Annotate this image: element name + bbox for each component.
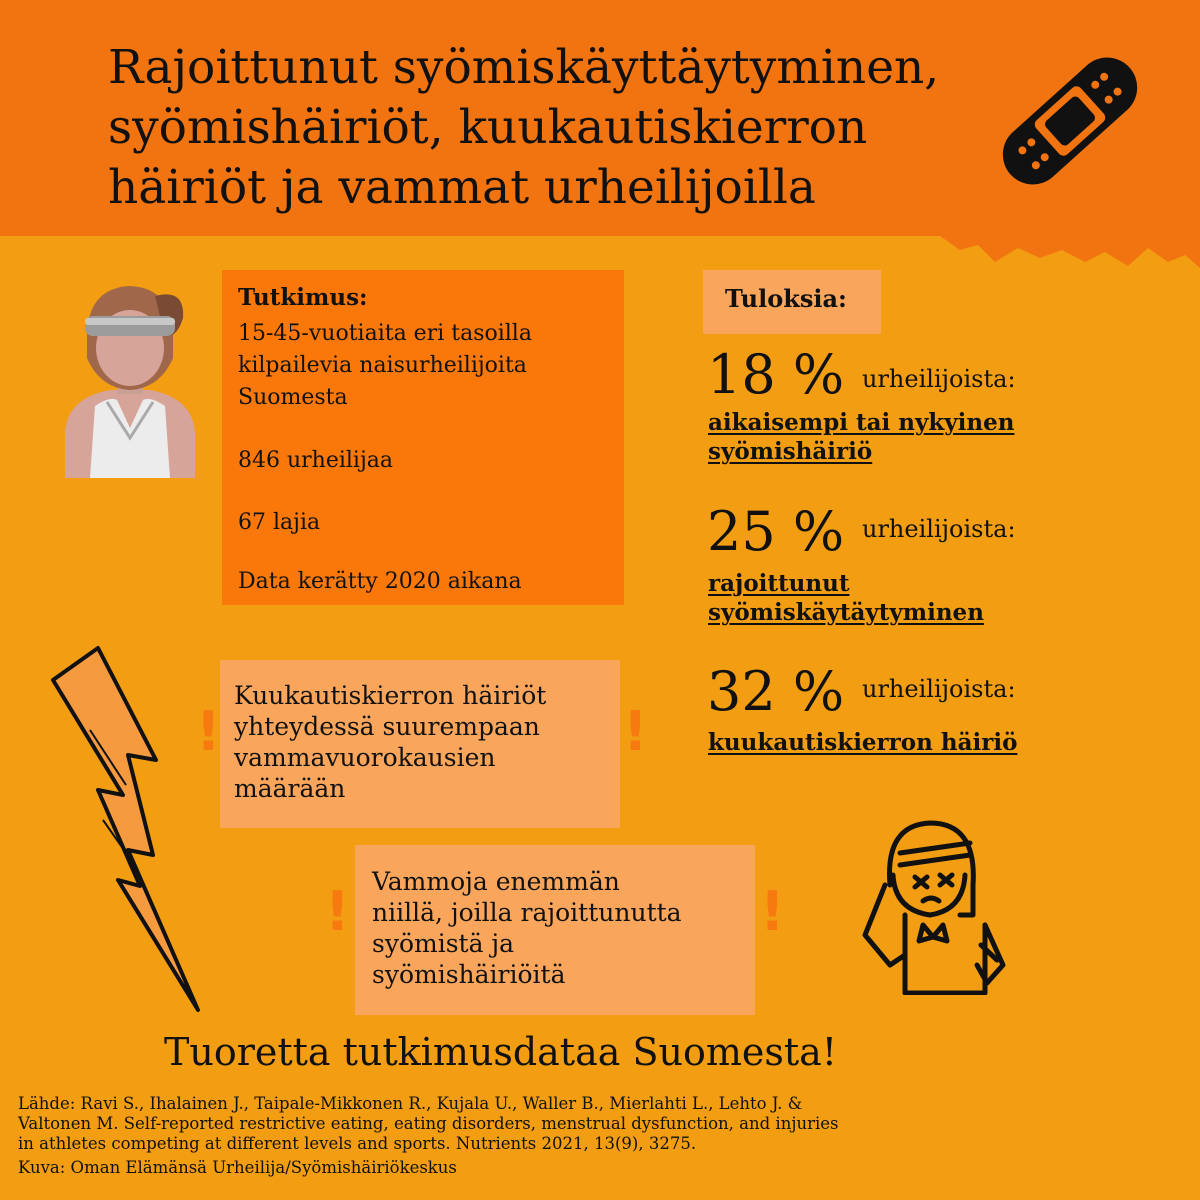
study-heading: Tutkimus:: [238, 284, 368, 311]
result-suffix: urheilijoista:: [862, 365, 1016, 393]
result-percent: 32 %: [707, 660, 845, 723]
results-heading: Tuloksia:: [725, 284, 847, 313]
result-suffix: urheilijoista:: [862, 675, 1016, 703]
exclamation-mark: !: [760, 880, 785, 943]
page-title: Rajoittunut syömiskäyttäytyminen, syömishäiriöt, kuukautiskierron häiriöt ja vammat urheilijoilla: [108, 40, 940, 215]
result-percent: 25 %: [707, 500, 845, 563]
results-heading-box: [703, 270, 881, 334]
study-description: 15-45-vuotiaita eri tasoilla kilpailevia naisurheilijoita Suomesta: [238, 321, 532, 410]
result-percent: 18 %: [707, 343, 845, 406]
image-credit: Kuva: Oman Elämänsä Urheilija/Syömishäiriökeskus: [18, 1158, 457, 1177]
injured-person-icon: [855, 815, 1010, 995]
study-athletes: 846 urheilijaa: [238, 448, 394, 473]
result-finding: aikaisempi tai nykyinen syömishäiriö: [708, 409, 1015, 465]
tagline: Tuoretta tutkimusdataa Suomesta!: [164, 1030, 838, 1074]
arrow-up-icon: [28, 640, 218, 1020]
exclamation-mark: !: [196, 700, 221, 763]
note-text: Vammoja enemmän niillä, joilla rajoittunutta syömistä ja syömishäiriöitä: [372, 867, 682, 989]
athlete-woman-icon: [55, 278, 205, 478]
study-sports: 67 lajia: [238, 510, 321, 535]
result-suffix: urheilijoista:: [862, 515, 1016, 543]
source-citation: Lähde: Ravi S., Ihalainen J., Taipale-Mikkonen R., Kujala U., Waller B., Mierlahti L., Lehto J. & Valtonen M. Self-reported restrictive eating, eating disorders, menstrual dysfunction, and injuries in athletes competing at different levels and sports. Nutrients 2021, 13(9), 3275.: [18, 1094, 839, 1153]
bandage-icon: [985, 36, 1155, 206]
result-finding: kuukautiskierron häiriö: [708, 729, 1018, 756]
note-text: Kuukautiskierron häiriöt yhteydessä suurempaan vammavuorokausien määrään: [234, 681, 547, 803]
study-box: [222, 270, 624, 605]
study-collected: Data kerätty 2020 aikana: [238, 569, 522, 594]
result-finding: rajoittunut syömiskäytäytyminen: [708, 570, 984, 626]
exclamation-mark: !: [623, 700, 648, 763]
exclamation-mark: !: [325, 880, 350, 943]
